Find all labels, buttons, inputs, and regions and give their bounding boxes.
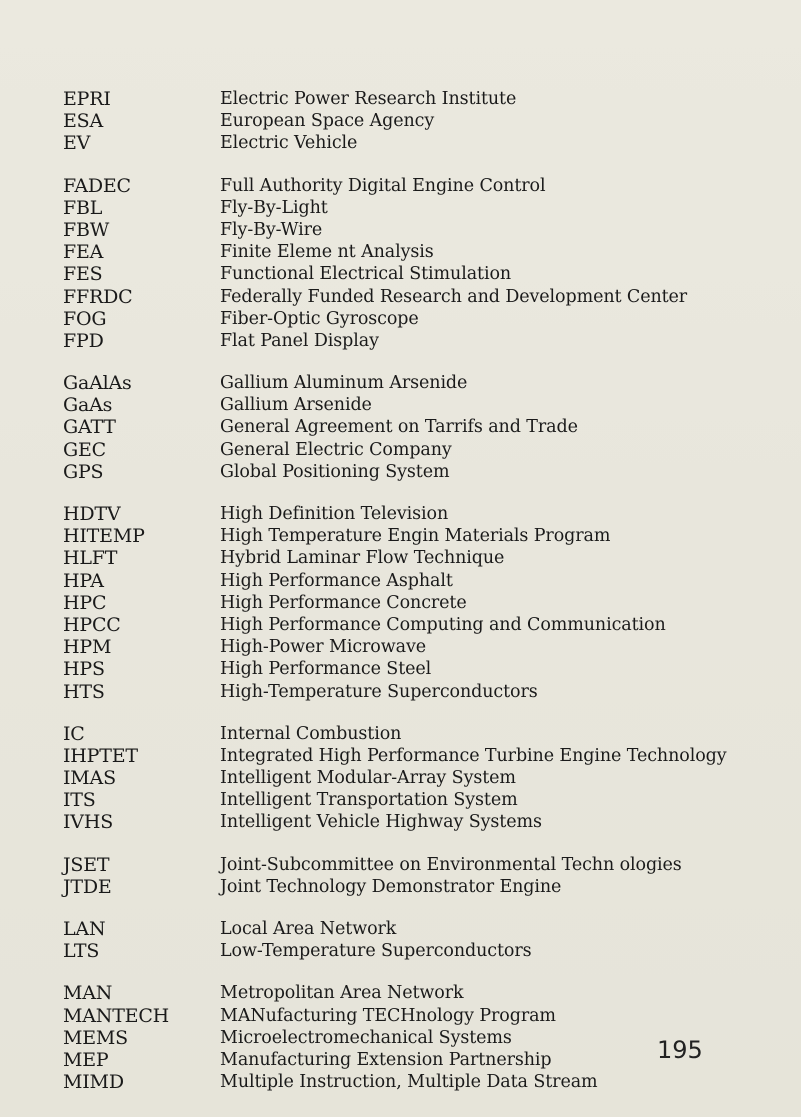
abbreviation-term: HPA: [63, 569, 104, 592]
abbreviation-definition: Intelligent Modular-Array System: [220, 768, 516, 789]
group-spacer: [63, 703, 213, 723]
abbreviation-definition: European Space Agency: [220, 111, 435, 132]
group-spacer: [63, 898, 213, 918]
group-spacer: [220, 834, 790, 854]
group-spacer: [63, 483, 213, 503]
abbreviation-term: IHPTET: [63, 744, 138, 767]
abbreviation-definition: Joint Technology Demonstrator Engine: [220, 876, 562, 897]
abbreviation-definition: General Agreement on Tarrifs and Trade: [220, 417, 578, 438]
abbreviation-term: HPCC: [63, 613, 121, 636]
abbreviation-definition: MANufacturing TECHnology Program: [220, 1005, 556, 1026]
abbreviation-term: MANTECH: [63, 1004, 170, 1027]
abbreviation-definition: High Temperature Engin Materials Program: [220, 526, 611, 547]
abbreviation-definition: Global Positioning System: [220, 461, 450, 482]
group-spacer: [220, 703, 790, 723]
abbreviation-definition: High-Power Microwave: [220, 637, 426, 658]
group-spacer: [220, 352, 790, 372]
abbreviation-term: HPC: [63, 591, 107, 614]
abbreviation-definition: Electric Power Research Institute: [220, 89, 517, 109]
abbreviation-term: IVHS: [63, 811, 114, 834]
abbreviation-term: FBW: [63, 218, 110, 241]
abbreviation-definition: Gallium Arsenide: [220, 395, 372, 416]
abbreviation-definition: High Definition Television: [220, 504, 449, 524]
group-spacer: [220, 898, 790, 918]
abbreviation-term: HTS: [63, 680, 105, 703]
abbreviation-term: MEP: [63, 1048, 109, 1071]
abbreviation-definition: Federally Funded Research and Development Center: [220, 286, 688, 307]
abbreviation-definition: Microelectromechanical Systems: [220, 1027, 512, 1048]
abbreviation-definition: Electric Vehicle: [220, 133, 358, 154]
group-spacer: [63, 155, 213, 175]
abbreviation-term: HDTV: [63, 503, 121, 525]
abbreviation-definition: Full Authority Digital Engine Control: [220, 175, 546, 196]
abbreviation-term: MAN: [63, 982, 113, 1005]
abbreviation-definition: Fly-By-Light: [220, 197, 328, 218]
group-spacer: [220, 155, 790, 175]
group-spacer: [63, 962, 213, 982]
abbreviation-definition: Fly-By-Wire: [220, 219, 323, 240]
abbreviation-term: HPS: [63, 658, 105, 681]
abbreviation-definition: Joint-Subcommittee on Environmental Techn ologies: [220, 854, 682, 875]
abbreviation-definition: Low-Temperature Superconductors: [220, 941, 532, 962]
abbreviation-term: EPRI: [63, 88, 111, 110]
abbreviation-definition: Local Area Network: [220, 919, 397, 939]
abbreviation-term: HPM: [63, 636, 112, 659]
abbreviation-term: LTS: [63, 940, 100, 963]
abbreviation-definition: Integrated High Performance Turbine Engine Technology: [220, 745, 727, 766]
abbreviation-definition: Functional Electrical Stimulation: [220, 264, 512, 285]
abbreviation-term: GEC: [63, 438, 106, 461]
abbreviation-definition: High-Temperature Superconductors: [220, 681, 538, 702]
abbreviation-term: LAN: [63, 918, 106, 940]
abbreviation-term: FES: [63, 263, 103, 286]
abbreviation-term: ITS: [63, 789, 96, 812]
abbreviation-definition: Intelligent Transportation System: [220, 790, 518, 811]
abbreviation-term: MEMS: [63, 1026, 128, 1049]
abbreviation-definition: Fiber-Optic Gyroscope: [220, 308, 419, 329]
abbreviation-term: HLFT: [63, 547, 118, 570]
abbreviation-definition: Manufacturing Extension Partnership: [220, 1049, 552, 1070]
abbreviation-definition: Internal Combustion: [220, 723, 402, 744]
abbreviation-term: GPS: [63, 460, 104, 483]
abbreviation-term: HITEMP: [63, 525, 145, 548]
abbreviation-definition: Finite Eleme nt Analysis: [220, 242, 434, 263]
abbreviation-term: FOG: [63, 307, 107, 330]
abbreviation-definition: Intelligent Vehicle Highway Systems: [220, 812, 542, 833]
abbreviation-term: JTDE: [63, 875, 112, 898]
abbreviation-column: [63, 88, 213, 1093]
abbreviation-term: IMAS: [63, 767, 116, 790]
abbreviation-term: FEA: [63, 241, 104, 264]
abbreviation-definition: High Performance Concrete: [220, 592, 467, 613]
abbreviation-definition: Flat Panel Display: [220, 330, 379, 351]
group-spacer: [63, 352, 213, 372]
abbreviation-definition: Metropolitan Area Network: [220, 983, 464, 1004]
abbreviation-definition: Hybrid Laminar Flow Technique: [220, 548, 505, 569]
abbreviation-term: MIMD: [63, 1071, 124, 1094]
abbreviation-definition: Multiple Instruction, Multiple Data Stream: [220, 1072, 598, 1093]
abbreviation-term: FBL: [63, 196, 103, 219]
abbreviation-term: GATT: [63, 416, 116, 439]
abbreviation-definition: High Performance Steel: [220, 659, 432, 680]
definition-column: [220, 88, 790, 1093]
abbreviation-term: JSET: [63, 853, 110, 876]
abbreviation-definition: High Performance Computing and Communication: [220, 614, 666, 635]
abbreviation-definition: General Electric Company: [220, 439, 452, 460]
abbreviation-term: GaAs: [63, 394, 113, 417]
abbreviation-term: FPD: [63, 329, 104, 352]
abbreviation-definition: Gallium Aluminum Arsenide: [220, 373, 468, 394]
abbreviation-term: EV: [63, 132, 91, 155]
abbreviation-definition: High Performance Asphalt: [220, 570, 453, 591]
group-spacer: [63, 834, 213, 854]
abbreviation-term: GaAlAs: [63, 372, 132, 395]
group-spacer: [220, 483, 790, 503]
page-number: 195: [657, 1036, 703, 1064]
abbreviation-term: FFRDC: [63, 285, 133, 308]
group-spacer: [220, 962, 790, 982]
abbreviation-term: FADEC: [63, 174, 131, 197]
abbreviation-term: ESA: [63, 110, 104, 133]
abbreviation-term: IC: [63, 722, 85, 745]
